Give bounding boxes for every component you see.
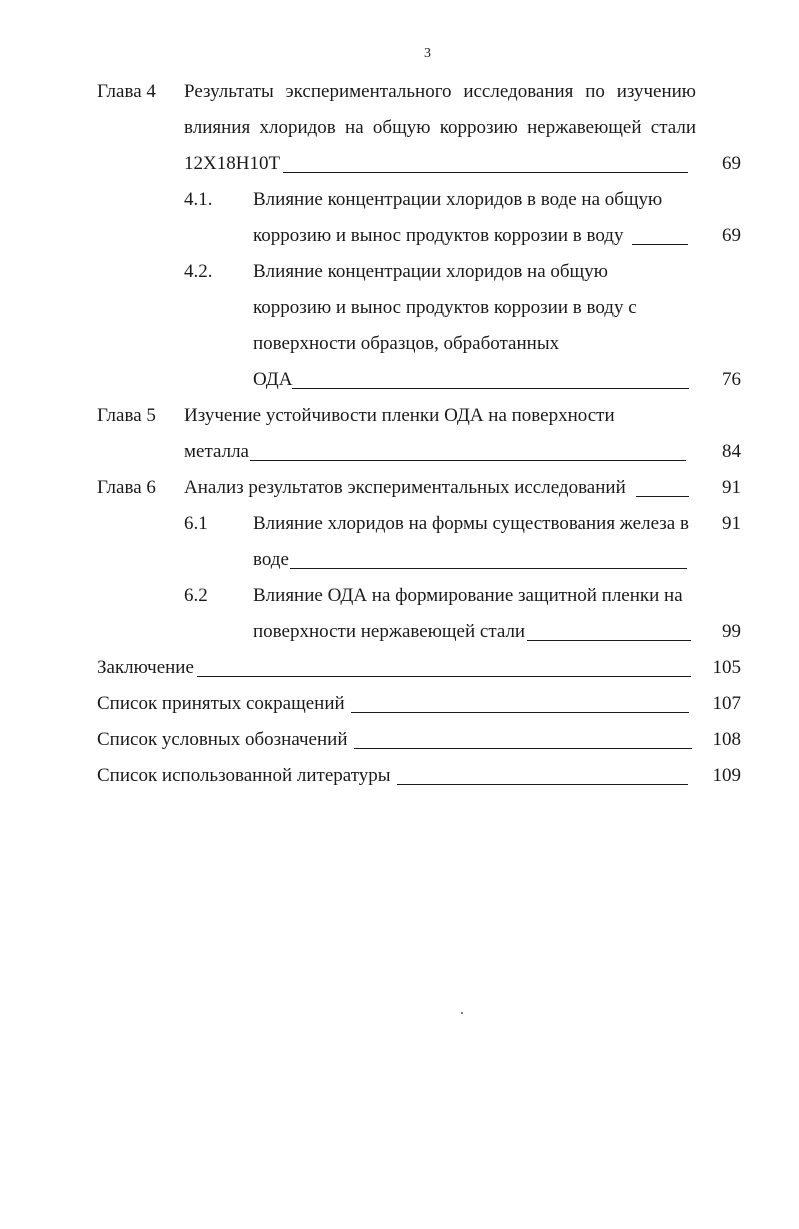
- leader-line: [290, 568, 687, 569]
- section-4-1-page: 69: [722, 225, 741, 246]
- chapter-4-title-line-3: 12Х18Н10Т: [184, 153, 281, 174]
- section-6-2-title-line-1: Влияние ОДА на формирование защитной пленки на: [253, 585, 683, 606]
- chapter-6-label: Глава 6: [97, 477, 156, 498]
- section-6-2-page: 99: [722, 621, 741, 642]
- chapter-5-title-line-2: металла: [184, 441, 249, 462]
- leader-line: [632, 244, 688, 245]
- scan-speck: [461, 1012, 463, 1014]
- section-4-2-title-line-4: ОДА: [253, 369, 293, 390]
- leader-line: [197, 676, 691, 677]
- section-4-2-title-line-3: поверхности образцов, обработанных: [253, 333, 560, 354]
- chapter-5-page: 84: [722, 441, 741, 462]
- chapter-5-label: Глава 5: [97, 405, 156, 426]
- conclusion-title: Заключение: [97, 657, 194, 678]
- leader-line: [397, 784, 688, 785]
- section-4-2-title-line-2: коррозию и вынос продуктов коррозии в воду с: [253, 297, 637, 318]
- conclusion-page: 105: [712, 657, 741, 678]
- chapter-6-page: 91: [722, 477, 741, 498]
- page-number: 3: [424, 46, 431, 61]
- section-4-2-title-line-1: Влияние концентрации хлоридов на общую: [253, 261, 608, 282]
- leader-line: [354, 748, 692, 749]
- references-page: 109: [712, 765, 741, 786]
- chapter-5-title-line-1: Изучение устойчивости пленки ОДА на поверхности: [184, 405, 615, 426]
- leader-line: [250, 460, 686, 461]
- section-4-2-number: 4.2.: [184, 261, 213, 282]
- section-4-1-number: 4.1.: [184, 189, 213, 210]
- section-4-1-title-line-2: коррозию и вынос продуктов коррозии в воду: [253, 225, 624, 246]
- chapter-4-label: Глава 4: [97, 81, 156, 102]
- leader-line: [283, 172, 688, 173]
- abbreviations-title: Список принятых сокращений: [97, 693, 345, 714]
- section-6-2-number: 6.2: [184, 585, 208, 606]
- abbreviations-page: 107: [712, 693, 741, 714]
- symbols-page: 108: [712, 729, 741, 750]
- references-title: Список использованной литературы: [97, 765, 391, 786]
- section-4-1-title-line-1: Влияние концентрации хлоридов в воде на общую: [253, 189, 663, 210]
- section-6-1-page: 91: [722, 513, 741, 534]
- section-4-2-page: 76: [722, 369, 741, 390]
- leader-line: [292, 388, 689, 389]
- section-6-1-number: 6.1: [184, 513, 208, 534]
- chapter-4-title-line-1: Результаты экспериментального исследования по изучению: [184, 81, 696, 102]
- section-6-2-title-line-2: поверхности нержавеющей стали: [253, 621, 526, 642]
- chapter-6-title-line-1: Анализ результатов экспериментальных исследований: [184, 477, 626, 498]
- chapter-4-title-line-2: влияния хлоридов на общую коррозию нержавеющей стали: [184, 117, 696, 138]
- section-6-1-title-line-2: воде: [253, 549, 289, 570]
- leader-line: [527, 640, 691, 641]
- leader-line: [351, 712, 689, 713]
- leader-line: [636, 496, 689, 497]
- symbols-title: Список условных обозначений: [97, 729, 348, 750]
- chapter-4-page: 69: [722, 153, 741, 174]
- section-6-1-title-line-1: Влияние хлоридов на формы существования железа в: [253, 513, 689, 534]
